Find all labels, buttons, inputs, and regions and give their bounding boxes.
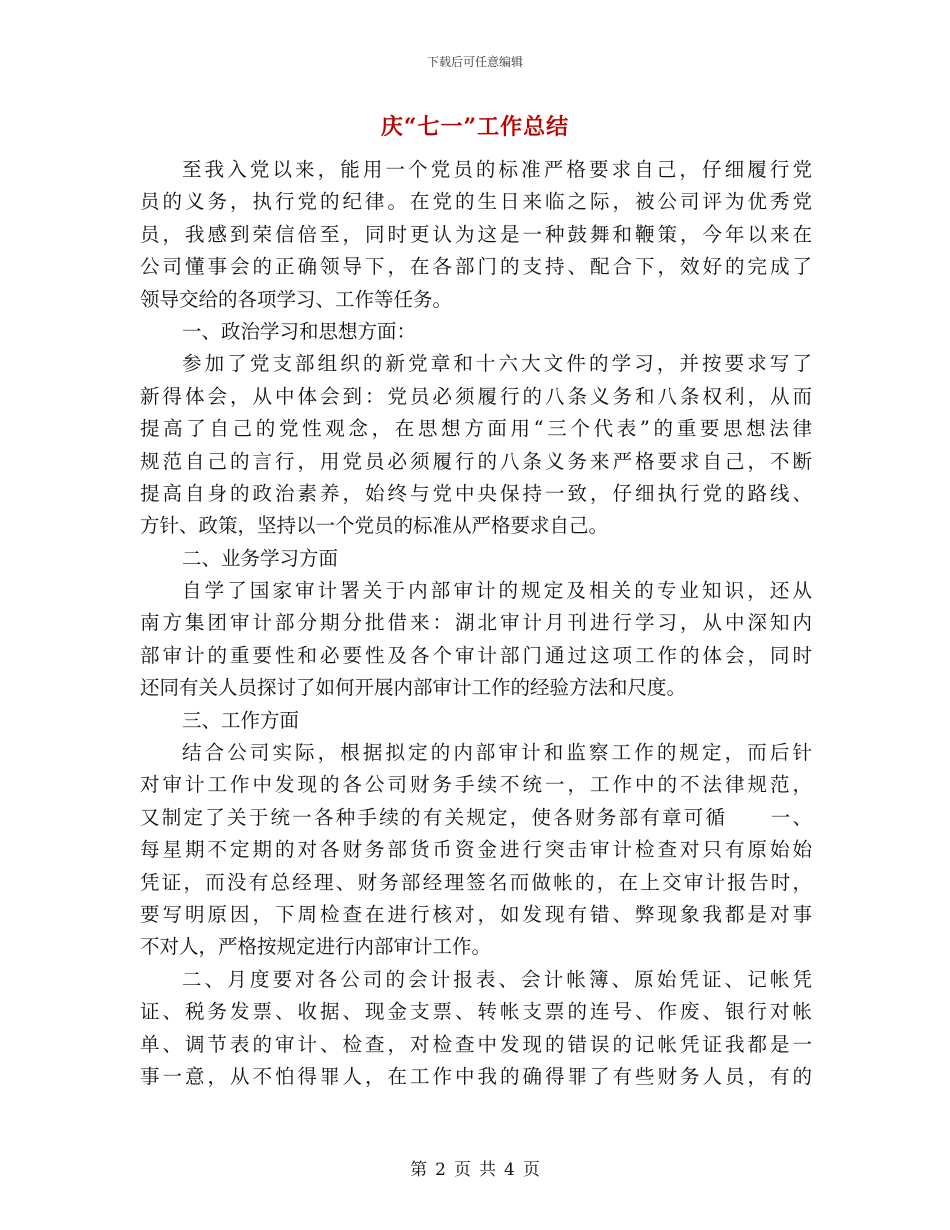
footer-suffix: 页	[522, 1160, 540, 1180]
body-line: 自学了国家审计署关于内部审计的规定及相关的专业知识，还从	[182, 579, 812, 603]
body-line: 结合公司实际，根据拟定的内部审计和监察工作的规定，而后针	[182, 741, 812, 765]
body-line: 二、业务学习方面	[182, 546, 339, 570]
body-line: 至我入党以来，能用一个党员的标准严格要求自己，仔细履行党	[182, 158, 812, 181]
document-title: 庆“七一”工作总结	[380, 114, 570, 140]
body-line: 单、调节表的审计、检查，对检查中发现的错误的记帐凭证我都是一	[140, 1032, 812, 1056]
body-line: 员的义务，执行党的纪律。在党的生日来临之际，被公司评为优秀党	[140, 190, 812, 214]
body-line: 公司懂事会的正确领导下，在各部门的支持、配合下，效好的完成了	[140, 255, 812, 279]
footer-total-word: 共	[479, 1160, 496, 1180]
body-line: 每星期不定期的对各财务部货币资金进行突击审计检查对只有原始始	[140, 838, 812, 862]
footer-page-number: 2	[435, 1160, 446, 1180]
body-line: 又制定了关于统一各种手续的有关规定，使各财务部有章可循 一、	[140, 805, 812, 829]
page-footer	[0, 1155, 950, 1180]
body-line: 规范自己的言行，用党员必须履行的八条义务来严格要求自己，不断	[140, 449, 812, 473]
body-line: 新得体会，从中体会到：党员必须履行的八条义务和八条权利，从而	[140, 384, 812, 408]
body-line: 凭证，而没有总经理、财务部经理签名而做帐的，在上交审计报告时，	[140, 870, 812, 894]
document-body	[140, 154, 812, 1093]
body-line: 领导交给的各项学习、工作等任务。	[140, 287, 453, 311]
body-line: 三、工作方面	[182, 708, 300, 732]
body-line: 二、月度要对各公司的会计报表、会计帐簿、原始凭证、记帐凭	[182, 967, 812, 991]
body-line: 参加了党支部组织的新党章和十六大文件的学习，并按要求写了	[182, 352, 812, 376]
footer-total-pages: 4	[504, 1160, 515, 1180]
body-line: 方针、政策，坚持以一个党员的标准从严格要求自己。	[140, 514, 609, 538]
body-line: 提高自身的政治素养，始终与党中央保持一致，仔细执行党的路线、	[140, 481, 812, 505]
body-line: 证、税务发票、收据、现金支票、转帐支票的连号、作废、银行对帐	[140, 1000, 812, 1024]
body-line: 提高了自己的党性观念，在思想方面用“三个代表”的重要思想法律	[140, 417, 812, 441]
page-header-note: 下载后可任意编辑	[426, 55, 523, 69]
body-line: 员，我感到荣信倍至，同时更认为这是一种鼓舞和鞭策，今年以来在	[140, 222, 812, 246]
body-line: 对审计工作中发现的各公司财务手续不统一，工作中的不法律规范，	[140, 773, 812, 797]
body-line: 还同有关人员探讨了如何开展内部审计工作的经验方法和尺度。	[140, 676, 687, 700]
body-line: 要写明原因，下周检查在进行核对，如发现有错、弊现象我都是对事	[140, 902, 812, 926]
footer-prefix: 第	[410, 1160, 428, 1180]
body-line: 不对人，严格按规定进行内部审计工作。	[140, 935, 492, 959]
footer-page-word: 页	[454, 1160, 471, 1180]
body-line: 部审计的重要性和必要性及各个审计部门通过这项工作的体会，同时	[140, 643, 812, 667]
body-line: 事一意，从不怕得罪人，在工作中我的确得罪了有些财务人员，有的	[140, 1064, 812, 1088]
body-line: 一、政治学习和思想方面：	[182, 319, 417, 343]
body-line: 南方集团审计部分期分批借来：湖北审计月刊进行学习，从中深知内	[140, 611, 812, 635]
